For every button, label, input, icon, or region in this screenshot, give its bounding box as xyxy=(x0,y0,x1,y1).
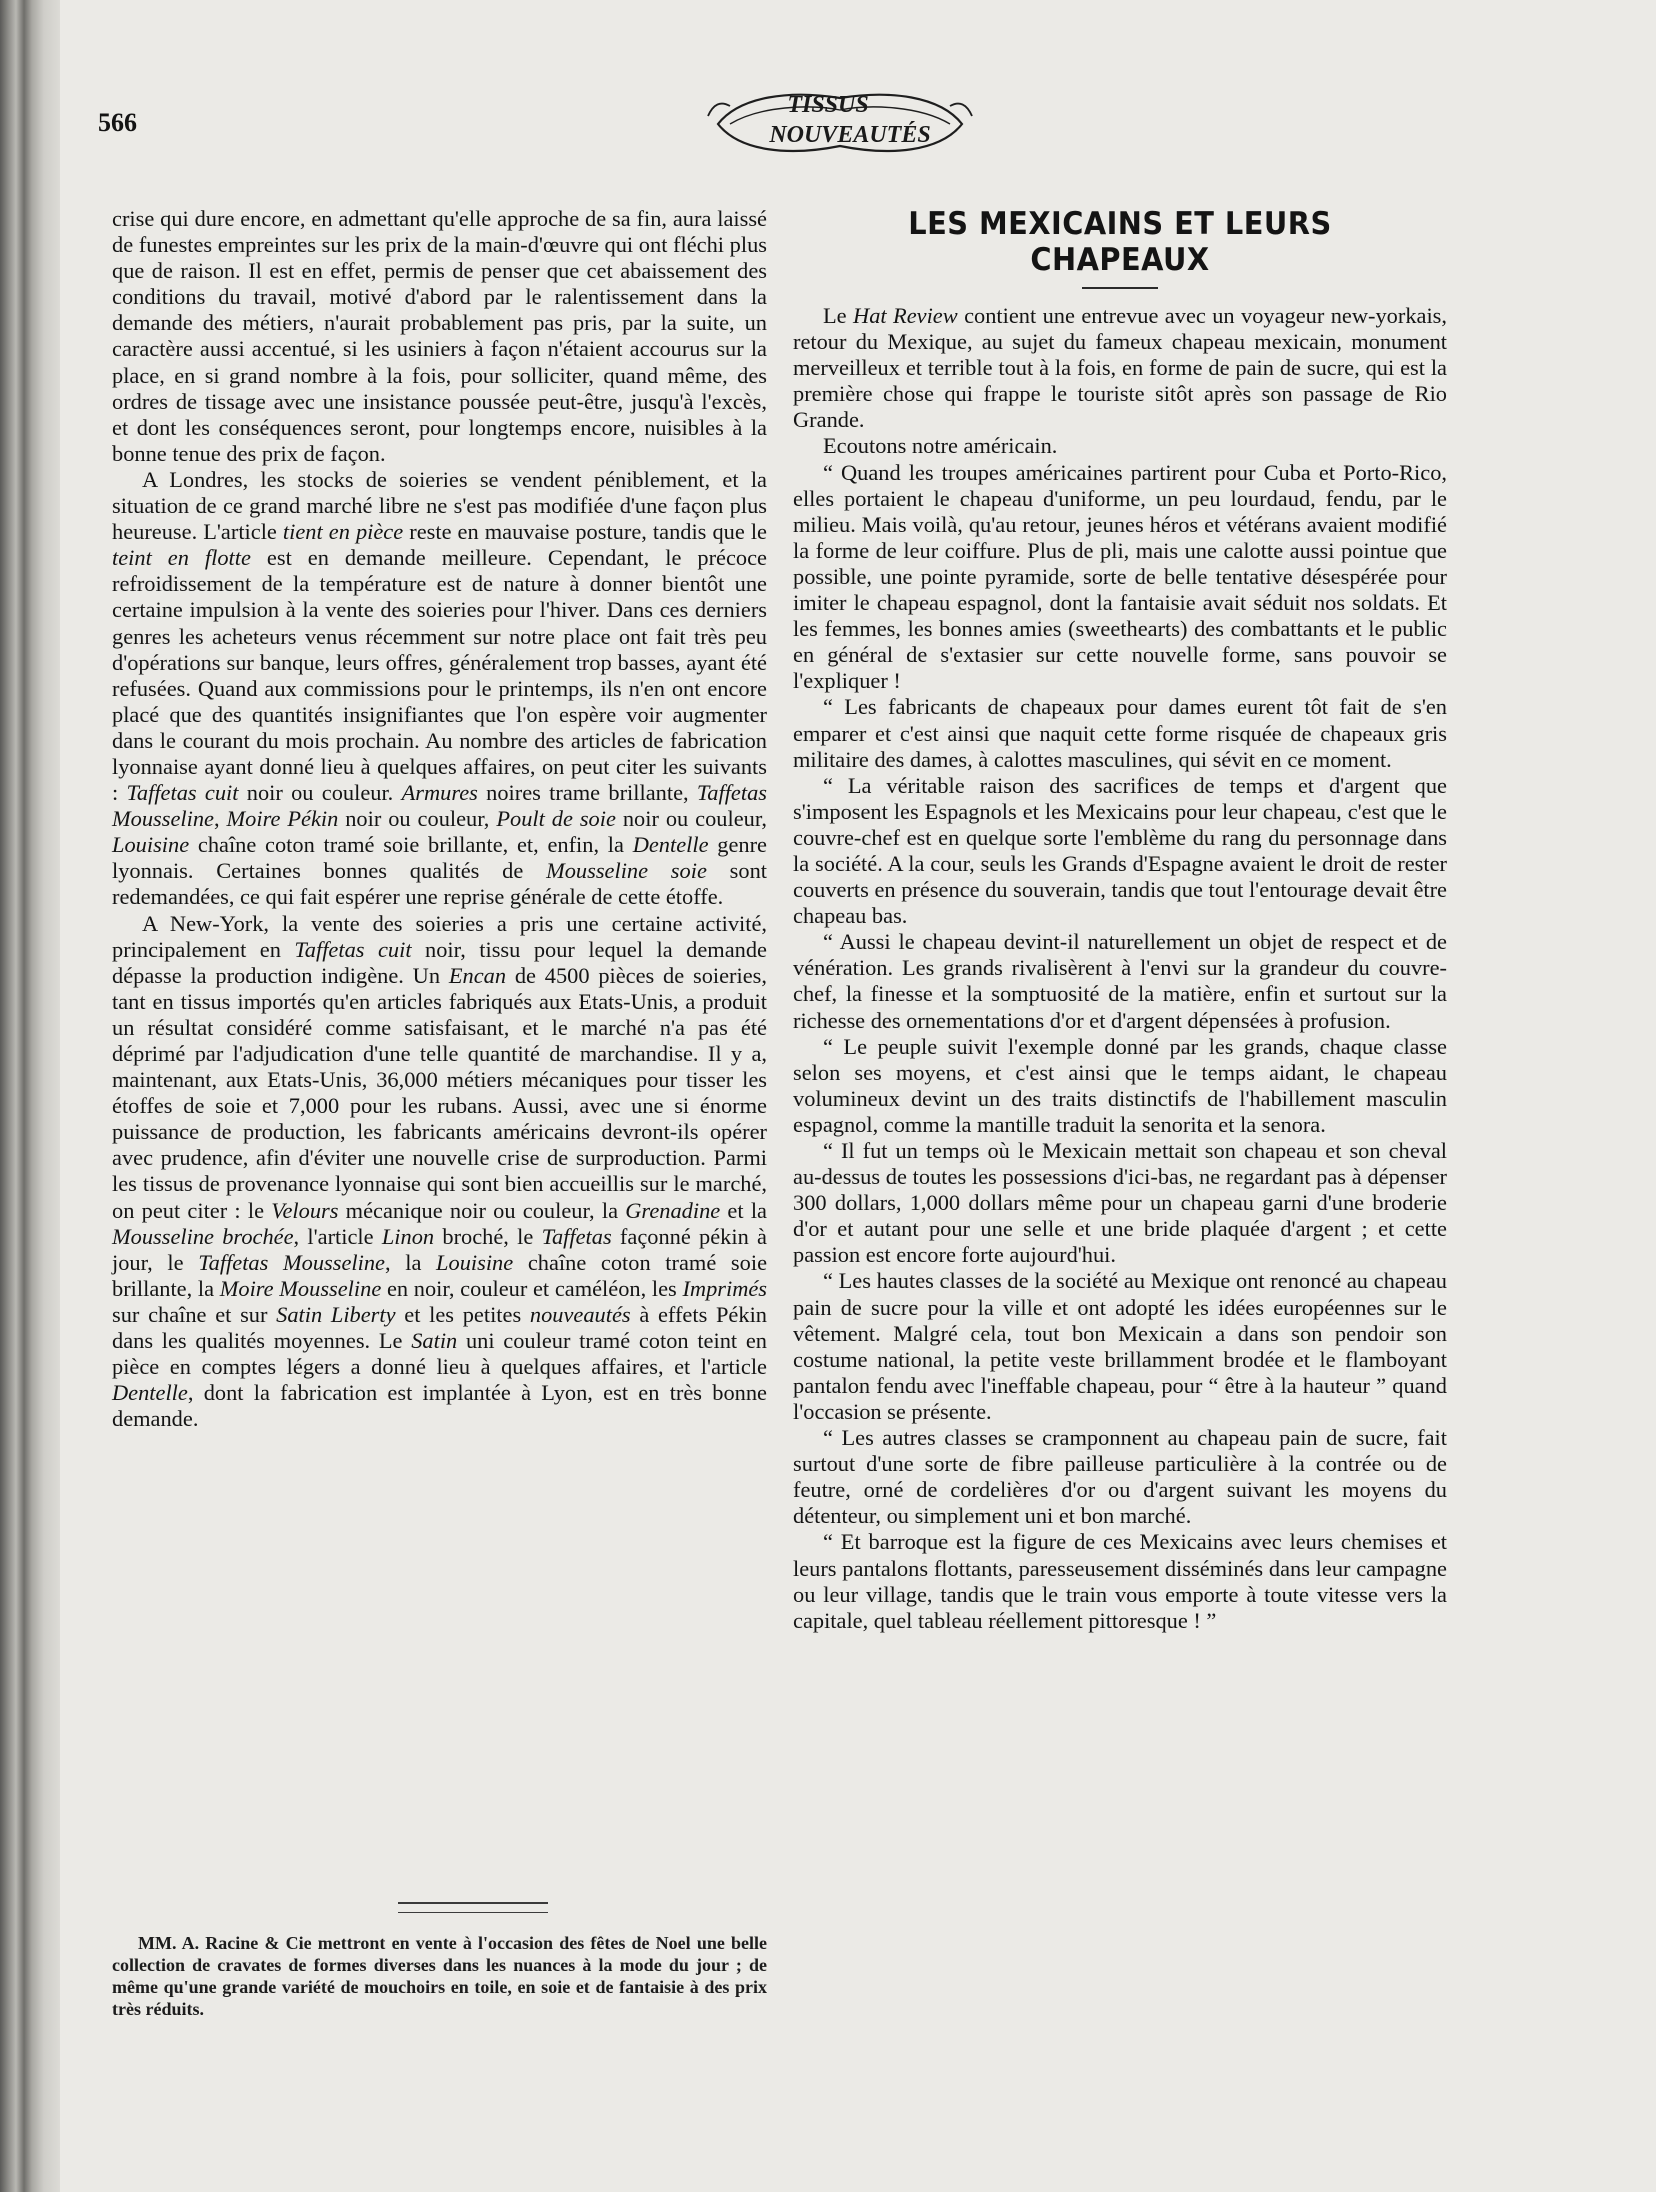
article-paragraph: Ecoutons notre américain. xyxy=(823,433,1058,459)
masthead-logo xyxy=(700,76,980,164)
italic-term: Satin xyxy=(411,1328,458,1354)
italic-term: Grenadine xyxy=(625,1197,721,1223)
footnote-text: MM. A. Racine & Cie mettront en vente à l'occasion des fêtes de Noel une belle collection de cravates de formes diverses dans les nuances à la mode du jour ; de même qu'une grande variété de mouchoirs en toile, en soie et de fantaisie à des prix très réduits. xyxy=(112,1933,767,2019)
left-column-text xyxy=(112,206,767,1432)
italic-term: Hat Review xyxy=(853,303,958,328)
italic-term: Encan xyxy=(448,962,507,988)
italic-term: Taffetas Mousseline xyxy=(198,1249,385,1275)
italic-term: Louisine xyxy=(436,1249,514,1275)
masthead-line1: TISSUS xyxy=(787,92,869,118)
italic-term: Imprimés xyxy=(682,1275,768,1301)
article-body xyxy=(793,303,1447,1634)
italic-term: Linon xyxy=(381,1223,435,1249)
article-paragraph: “ Et barroque est la figure de ces Mexicains avec leurs chemises et leurs pantalons flottants, paresseusement disséminés dans leur campagne ou leur village, tandis que le train vous emporte à toute vitesse vers la capitale, quel tableau réellement pittoresque ! ” xyxy=(793,1529,1447,1633)
article-paragraph: “ Les hautes classes de la société au Mexique ont renoncé au chapeau pain de sucre pour la ville et ont adopté les idées européennes sur le vêtement. Malgré cela, tout bon Mexicain a dans son pendoir son costume national, la petite veste brillamment brodée et le flamboyant pantalon fendu avec l'ineffable chapeau, pour “ être à la hauteur ” quand l'occasion se présente. xyxy=(793,1268,1447,1424)
left-column-paragraph: crise qui dure encore, en admettant qu'elle approche de sa fin, aura laissé de funestes empreintes sur les prix de la main-d'œuvre qui ont fléchi plus que de raison. Il est en effet, permis de penser que cet abaissement des conditions du travail, motivé d'abord par le ralentissement dans la demande des métiers, n'aurait probablement pas pris, par la suite, un caractère aussi accentué, si les usiniers à façon n'étaient accourus sur la place, en si grand nombre à la fois, pour solliciter, quand même, des ordres de tissage avec une insistance poussée peut-être, jusqu'à l'excès, et dont les conséquences seront, pour longtemps encore, nuisibles à la bonne tenue des prix de façon. xyxy=(112,206,767,466)
section-separator xyxy=(398,1902,548,1913)
italic-term: Moire Pékin xyxy=(226,806,339,832)
italic-term: tient en pièce xyxy=(282,519,404,545)
italic-term: Velours xyxy=(271,1197,339,1223)
italic-term: Dentelle xyxy=(112,1380,188,1406)
left-column-paragraph: A Londres, les stocks de soieries se vendent péniblement, et la situation de ce grand marché libre ne s'est pas modifiée d'une façon plus heureuse. L'article tient en pièce reste en mauvaise posture, tandis que le teint en flotte est en demande meilleure. Cependant, le précoce refroidissement de la température est de nature à donner bientôt une certaine impulsion à la vente des soieries pour l'hiver. Dans ces derniers genres les acheteurs venus récemment sur notre place ont fait très peu d'opérations sur banque, leurs offres, généralement trop basses, ayant été refusées. Quand aux commissions pour le printemps, ils n'en ont encore placé que des quantités insignifiantes que l'on espère voir augmenter dans le courant du mois prochain. Au nombre des articles de fabrication lyonnaise ayant donné lieu à quelques affaires, on peut citer les suivants : Taffetas cuit noir ou couleur. Armures noires trame brillante, Taffetas Mousseline, Moire Pékin noir ou couleur, Poult de soie noir ou couleur, Louisine chaîne coton tramé soie brillante, et, enfin, la Dentelle genre lyonnais. Certaines bonnes qualités de Mousseline soie sont redemandées, ce qui fait espérer une reprise générale de cette étoffe. xyxy=(112,466,767,910)
italic-term: nouveautés xyxy=(529,1301,631,1327)
footnote-announcement xyxy=(112,1932,767,2020)
italic-term: teint en flotte xyxy=(112,545,251,571)
article-paragraph: “ Le peuple suivit l'exemple donné par les grands, chaque classe selon ses moyens, et c'est ainsi que le temps aidant, le chapeau volumineux devint un des traits distinctifs de l'habillement masculin espagnol, comme la mantille traduit la senorita et la senora. xyxy=(793,1033,1447,1137)
article-paragraph: “ Les autres classes se cramponnent au chapeau pain de sucre, fait surtout d'une sorte de fibre pailleuse particulière à la contrée ou de feutre, orné de cordelières d'or ou d'argent suivant les moyens du détenteur, ou simplement uni et bon marché. xyxy=(793,1425,1447,1529)
italic-term: Taffetas xyxy=(541,1223,612,1249)
italic-term: Mousseline soie xyxy=(546,858,707,884)
italic-term: Dentelle xyxy=(632,832,709,858)
italic-term: Poult de soie xyxy=(496,806,616,832)
title-rule xyxy=(1082,287,1158,289)
italic-term: Taffetas Mousseline xyxy=(112,780,767,832)
book-binding-edge xyxy=(0,0,60,2192)
italic-term: Taffetas cuit xyxy=(294,936,412,962)
left-column-paragraph: A New-York, la vente des soieries a pris une certaine activité, principalement en Taffetas cuit noir, tissu pour lequel la demande dépasse la production indigène. Un Encan de 4500 pièces de soieries, tant en tissus importés qu'en articles fabriqués aux Etats-Unis, a produit un résultat considéré comme satisfaisant, et le marché n'a pas été déprimé par l'adjudication d'une telle quantité de marchandise. Il y a, maintenant, aux Etats-Unis, 36,000 métiers mécaniques pour tisser les étoffes de soie et 7,000 pour les rubans. Aussi, avec une si énorme puissance de production, les fabricants américains devront-ils opérer avec prudence, afin d'éviter une nouvelle crise de surproduction. Parmi les tissus de provenance lyonnaise qui sont bien accueillis sur le marché, on peut citer : le Velours mécanique noir ou couleur, la Grenadine et la Mousseline brochée, l'article Linon broché, le Taffetas façonné pékin à jour, le Taffetas Mousseline, la Louisine chaîne coton tramé soie brillante, la Moire Mousseline en noir, couleur et caméléon, les Imprimés sur chaîne et sur Satin Liberty et les petites nouveautés à effets Pékin dans les qualités moyennes. Le Satin uni couleur tramé coton teint en pièce en comptes légers a donné lieu à quelques affaires, et l'article Dentelle, dont la fabrication est implantée à Lyon, est en très bonne demande. xyxy=(112,910,768,1432)
masthead-line2: NOUVEAUTÉS xyxy=(769,122,931,148)
article-paragraph: “ Les fabricants de chapeaux pour dames eurent tôt fait de s'en emparer et c'est ainsi que naquit cette forme risquée de chapeaux gris militaire des dames, à calottes masculines, qui sévit en ce moment. xyxy=(793,694,1447,772)
italic-term: Armures xyxy=(401,780,478,806)
article-paragraph: “ Aussi le chapeau devint-il naturellement un objet de respect et de vénération. Les grands rivalisèrent à l'envi sur la grandeur du couvre-chef, la finesse et la somptuosité de la matière, enfin et surtout sur la richesse des ornementations d'or et d'argent dépensées à profusion. xyxy=(793,929,1447,1033)
italic-term: Mousseline brochée xyxy=(112,1223,294,1249)
article-title: LES MEXICAINS ET LEURS CHAPEAUX xyxy=(908,206,1332,278)
italic-term: Satin Liberty xyxy=(276,1301,396,1327)
article-paragraph: “ Quand les troupes américaines partirent pour Cuba et Porto-Rico, elles portaient le chapeau d'uniforme, un peu lourdaud, fendu, par le milieu. Mais voilà, qu'au retour, jeunes héros et vétérans avaient modifié la forme de leur coiffure. Plus de pli, mais une calotte aussi pointue que possible, une pointe pyramide, sorte de belle tentative désespérée pour imiter le chapeau espagnol, dont la fantaisie avait séduit nos soldats. Et les femmes, les bonnes amies (sweethearts) des combattants et le public en général de s'extasier sur cette nouvelle forme, sans pouvoir se l'expliquer ! xyxy=(793,459,1447,694)
right-column-article xyxy=(793,206,1447,1634)
italic-term: Taffetas cuit xyxy=(126,780,239,806)
page-number: 566 xyxy=(98,108,137,137)
article-paragraph: “ La véritable raison des sacrifices de temps et d'argent que s'imposent les Espagnols et les Mexicains pour leur chapeau, c'est que le couvre-chef est en quelque sorte l'emblème du rang du personnage dans la société. A la cour, seuls les Grands d'Espagne avaient le droit de rester couverts en présence du souverain, tandis que tout l'entourage devait être chapeau bas. xyxy=(793,772,1447,929)
italic-term: Moire Mousseline xyxy=(219,1275,382,1301)
article-paragraph: “ Il fut un temps où le Mexicain mettait son chapeau et son cheval au-dessus de toutes les possessions d'ici-bas, ne regardant pas à dépenser 300 dollars, 1,000 dollars même pour un chapeau garni d'une broderie d'or et autant pour une selle et une bride plaquée d'argent ; et cette passion est encore forte aujourd'hui. xyxy=(793,1138,1447,1268)
article-paragraph: Le Hat Review contient une entrevue avec un voyageur new-yorkais, retour du Mexique, au sujet du fameux chapeau mexicain, monument merveilleux et terrible tout à la fois, en forme de pain de sucre, qui est la première chose qui frappe le touriste sitôt après son passage de Rio Grande. xyxy=(793,303,1447,433)
italic-term: Louisine xyxy=(112,832,190,858)
